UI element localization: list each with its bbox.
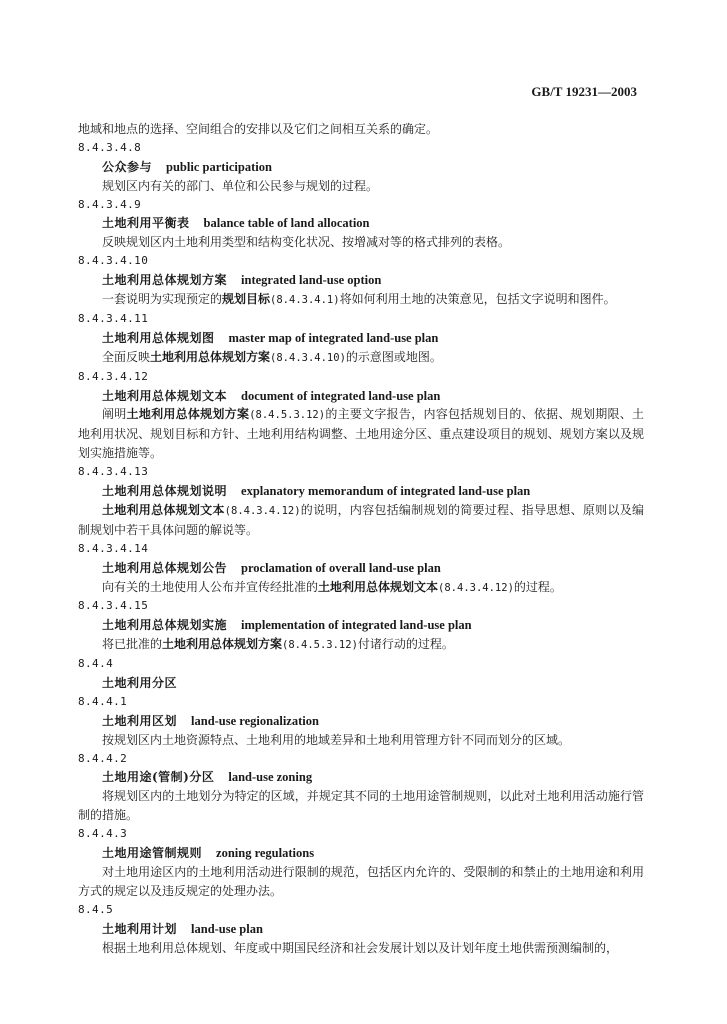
term-chinese: 公众参与 [102,159,153,174]
term-heading [78,482,644,501]
definition [78,405,644,463]
term-english: master map of integrated land-use plan [228,330,439,345]
clause-number: 8.4.5 [78,902,114,916]
clause-number: 8.4.4.1 [78,694,128,708]
entry [78,252,644,310]
definition [78,177,644,196]
definition-text: 将如何利用土地的决策意见，包括文字说明和图件。 [339,292,616,307]
term-chinese: 土地利用总体规划说明 [102,484,228,499]
clause-number: 8.4.3.4.15 [78,599,149,613]
cross-reference-term: 规划目标 [222,292,271,307]
cross-reference-number: (8.4.3.4.12) [224,504,301,517]
doc-code: GB/T 19231—2003 [531,84,637,99]
definition-text: 将已批准的 [102,637,163,652]
cross-reference-number: (8.4.5.3.12) [249,409,326,422]
term-chinese: 土地用途(管制)分区 [102,770,215,785]
cross-reference-term: 土地利用总体规划方案 [126,407,250,422]
clause-number: 8.4.3.4.9 [78,197,142,211]
definition [78,731,644,750]
term-heading [78,214,644,233]
term-english: land-use plan [191,921,263,936]
entry [78,196,644,253]
entry [78,693,644,750]
entry [78,540,644,598]
term-heading [78,674,644,693]
entries-list [78,139,644,958]
term-heading [78,559,644,578]
term-heading [78,158,644,177]
definition-text: 规划区内有关的部门、单位和公民参与规划的过程。 [102,178,379,193]
term-english: land-use zoning [228,770,313,785]
entry [78,310,644,368]
cross-reference-term: 土地利用总体规划方案 [162,637,283,652]
definition [78,863,644,901]
definition-text: 的主要文字报告，内容包括规划目的、依据、规划期限、土地利用状况、规划目标和方针、土地利用结构调整、土地用途分区、重点建设项目的规划、规划方案以及规划实施措施等。 [78,407,644,461]
definition [78,348,644,368]
definition [78,501,644,540]
cross-reference-number: (8.4.3.4.1) [270,294,340,307]
document-body [78,120,644,957]
term-chinese: 土地利用分区 [102,676,178,691]
term-english: zoning regulations [216,846,315,861]
cross-reference-term: 土地利用总体规划文本 [318,579,439,594]
definition-text: 的说明，内容包括编制规划的简要过程、指导思想、原则以及编制规划中若干具体问题的解说等。 [78,502,644,537]
term-heading [78,616,644,635]
definition [78,578,644,598]
definition-text: 的过程。 [513,579,562,594]
term-heading [78,271,644,290]
clause-number: 8.4.3.4.14 [78,541,149,555]
clause-number: 8.4.3.4.12 [78,369,149,383]
term-heading [78,844,644,863]
clause-number: 8.4.3.4.13 [78,465,149,479]
definition-text: 按规划区内土地资源特点、土地利用的地域差异和土地利用管理方针不同而划分的区域。 [102,732,571,747]
clause-number: 8.4.3.4.11 [78,311,149,325]
cross-reference-term: 土地利用总体规划文本 [102,502,225,517]
entry [78,825,644,901]
clause-number: 8.4.4.3 [78,827,128,841]
term-chinese: 土地利用总体规划方案 [102,273,228,288]
term-chinese: 土地利用计划 [102,921,178,936]
cross-reference-number: (8.4.5.3.12) [282,639,358,652]
intro-paragraph: 地域和地点的选择、空间组合的安排以及它们之间相互关系的确定。 [78,122,439,136]
clause-number: 8.4.4 [78,657,114,671]
definition-text: 向有关的土地使用人公布并宣传经批准的 [102,579,319,594]
definition-text: 根据土地利用总体规划、年度或中期国民经济和社会发展计划以及计划年度土地供需预测编制的， [102,940,619,955]
term-chinese: 土地用途管制规则 [102,846,203,861]
cross-reference-number: (8.4.3.4.10) [270,351,346,364]
term-english: land-use regionalization [191,713,319,728]
entry [78,750,644,826]
definition [78,787,644,825]
term-heading [78,920,644,939]
clause-number: 8.4.3.4.10 [78,254,149,268]
term-english: proclamation of overall land-use plan [241,560,441,575]
definition-text: 阐明 [102,407,127,422]
term-heading [78,329,644,348]
clause-number: 8.4.4.2 [78,751,128,765]
cross-reference-number: (8.4.3.4.12) [438,581,514,594]
term-chinese: 土地利用平衡表 [102,216,190,231]
term-english: balance table of land allocation [203,216,370,231]
entry [78,901,644,958]
definition [78,290,644,310]
clause-number: 8.4.3.4.8 [78,140,142,154]
term-english: document of integrated land-use plan [241,388,441,403]
term-english: integrated land-use option [241,273,382,288]
entry [78,463,644,540]
definition-text: 将规划区内的土地划分为特定的区域，并规定其不同的土地用途管制规则，以此对土地利用活动施行管制的措施。 [78,789,644,823]
term-english: implementation of integrated land-use plan [241,618,472,633]
term-chinese: 土地利用总体规划公告 [102,560,228,575]
definition-text: 反映规划区内土地利用类型和结构变化状况、按增减对等的格式排列的表格。 [102,235,511,250]
term-chinese: 土地利用区划 [102,713,178,728]
term-chinese: 土地利用总体规划实施 [102,618,228,633]
term-english: public participation [166,159,272,174]
term-english: explanatory memorandum of integrated land-use plan [241,484,531,499]
definition-text: 对土地用途区内的土地利用活动进行限制的规范，包括区内允许的、受限制的和禁止的土地用途和利用方式的规定以及违反规定的处理办法。 [78,864,644,898]
definition [78,635,644,655]
term-chinese: 土地利用总体规划文本 [102,388,228,403]
cross-reference-term: 土地利用总体规划方案 [150,349,271,364]
term-heading [78,387,644,406]
definition-text: 的示意图或地图。 [345,349,442,364]
definition [78,233,644,252]
entry [78,139,644,196]
term-heading [78,712,644,731]
definition [78,939,644,958]
entry [78,655,644,693]
entry [78,597,644,655]
definition-text: 一套说明为实现预定的 [102,292,223,307]
entry [78,368,644,464]
definition-text: 全面反映 [102,349,151,364]
definition-text: 付诸行动的过程。 [357,637,454,652]
term-heading [78,768,644,787]
term-chinese: 土地利用总体规划图 [102,330,215,345]
